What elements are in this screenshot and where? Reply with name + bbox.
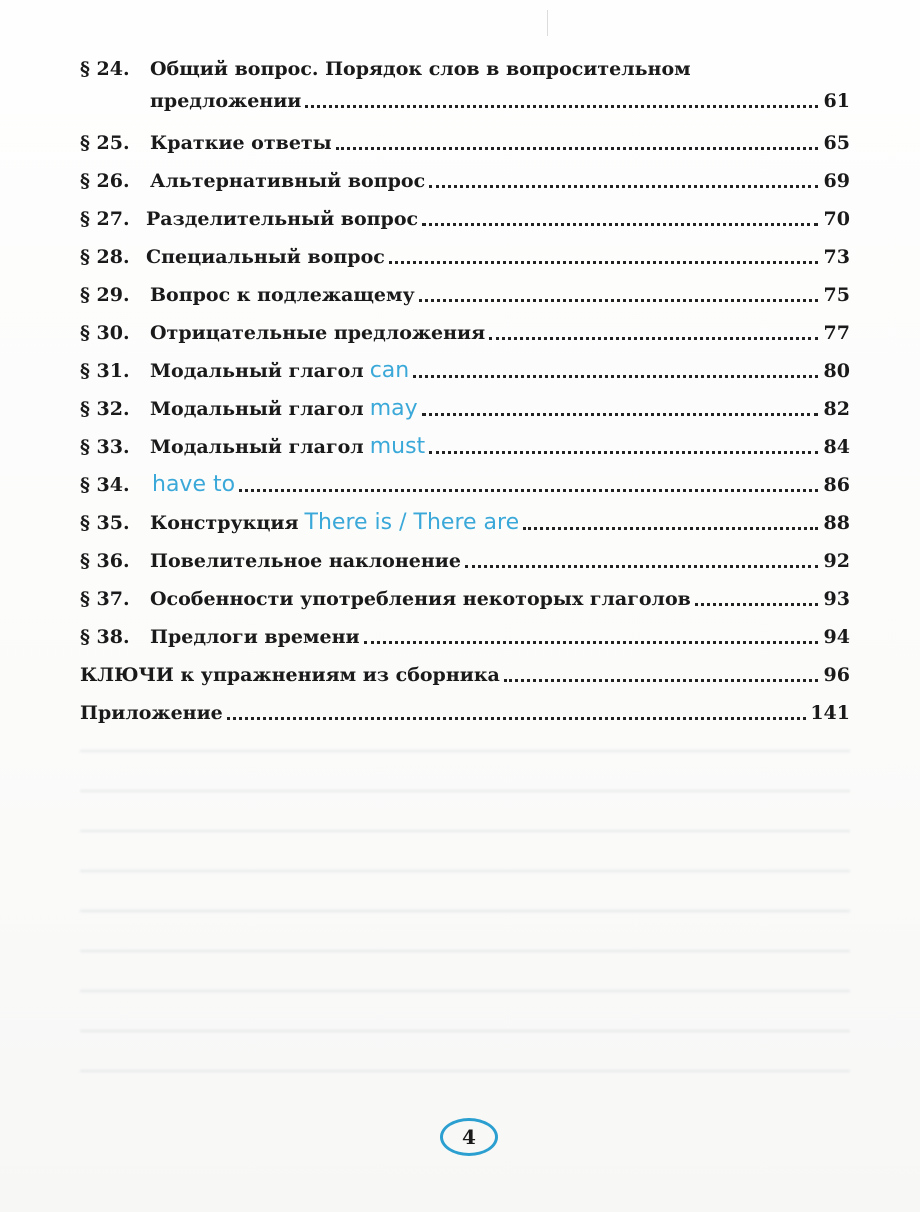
fold-mark [547,10,548,36]
section-number: § 29. [80,284,130,306]
bleed-through-text [80,720,850,1090]
section-title: Альтернативный вопрос [150,170,426,192]
leader-dots [413,375,818,378]
table-of-contents [80,52,850,726]
page-number: 65 [823,132,850,154]
leader-dots [523,527,818,530]
section-title: Вопрос к подлежащему [150,284,415,306]
toc-entry-36[interactable] [80,536,850,574]
leader-dots [429,451,818,454]
toc-entry-24[interactable] [80,52,850,118]
toc-entry-34[interactable] [80,460,850,498]
toc-entry-35[interactable] [80,498,850,536]
leader-dots [489,337,818,340]
toc-entry-32[interactable] [80,384,850,422]
folio: 4 [462,1125,476,1149]
section-title: Модальный глагол [150,398,364,420]
section-title: Конструкция [150,512,299,534]
english-term: may [369,396,418,421]
section-number: § 38. [80,626,130,648]
toc-entry-26[interactable] [80,156,850,194]
toc-entry-37[interactable] [80,574,850,612]
english-term: have to [152,472,236,497]
page-number: 94 [823,626,850,648]
leader-dots [465,565,818,568]
section-title: Специальный вопрос [146,246,385,268]
toc-entry-keys[interactable] [80,650,850,688]
toc-entry-27[interactable] [80,194,850,232]
page-number: 75 [823,284,850,306]
section-title: Краткие ответы [150,132,332,154]
leader-dots [422,413,818,416]
leader-dots [305,105,818,108]
page-number-badge [440,1118,498,1156]
section-title: Особенности употребления некоторых глаголов [150,588,691,610]
page-number: 82 [823,398,850,420]
page-number: 80 [823,360,850,382]
leader-dots [419,299,818,302]
page-number: 93 [823,588,850,610]
english-term: There is / There are [304,510,520,535]
page-number: 77 [823,322,850,344]
section-title: Модальный глагол [150,436,364,458]
toc-entry-31[interactable] [80,346,850,384]
toc-entry-appendix[interactable] [80,688,850,726]
page-number: 61 [823,90,850,112]
section-number: § 26. [80,170,130,192]
section-number: § 31. [80,360,130,382]
leader-dots [695,603,818,606]
page-number: 86 [823,474,850,496]
section-title: КЛЮЧИ к упражнениям из сборника [80,664,500,686]
page-number: 88 [823,512,850,534]
page-number: 84 [823,436,850,458]
toc-entry-25[interactable] [80,118,850,156]
section-title: Разделительный вопрос [146,208,419,230]
section-title: Приложение [80,702,223,724]
leader-dots [364,641,818,644]
toc-entry-30[interactable] [80,308,850,346]
section-number: § 35. [80,512,130,534]
english-term: can [369,358,410,383]
english-term: must [369,434,426,459]
section-number: § 24. [80,58,130,80]
section-number: § 27. [80,208,130,230]
section-number: § 33. [80,436,130,458]
leader-dots [429,185,818,188]
toc-entry-38[interactable] [80,612,850,650]
section-number: § 34. [80,474,130,496]
page-number: 70 [823,208,850,230]
leader-dots [504,679,818,682]
page-number: 141 [810,702,850,724]
section-title: Общий вопрос. Порядок слов в вопросительном [150,58,691,80]
section-title-continued: предложении [150,90,302,112]
leader-dots [336,147,818,150]
section-number: § 36. [80,550,130,572]
section-number: § 25. [80,132,130,154]
page-number: 96 [823,664,850,686]
section-title: Предлоги времени [150,626,360,648]
section-number: § 32. [80,398,130,420]
leader-dots [389,261,818,264]
section-number: § 28. [80,246,130,268]
leader-dots [422,223,818,226]
section-number: § 30. [80,322,130,344]
section-title: Повелительное наклонение [150,550,461,572]
leader-dots [239,489,818,492]
toc-entry-29[interactable] [80,270,850,308]
section-title: Модальный глагол [150,360,364,382]
page-number: 73 [823,246,850,268]
section-number: § 37. [80,588,130,610]
page-number: 69 [823,170,850,192]
leader-dots [227,717,807,720]
toc-entry-28[interactable] [80,232,850,270]
toc-entry-33[interactable] [80,422,850,460]
page-number: 92 [823,550,850,572]
section-title: Отрицательные предложения [150,322,486,344]
